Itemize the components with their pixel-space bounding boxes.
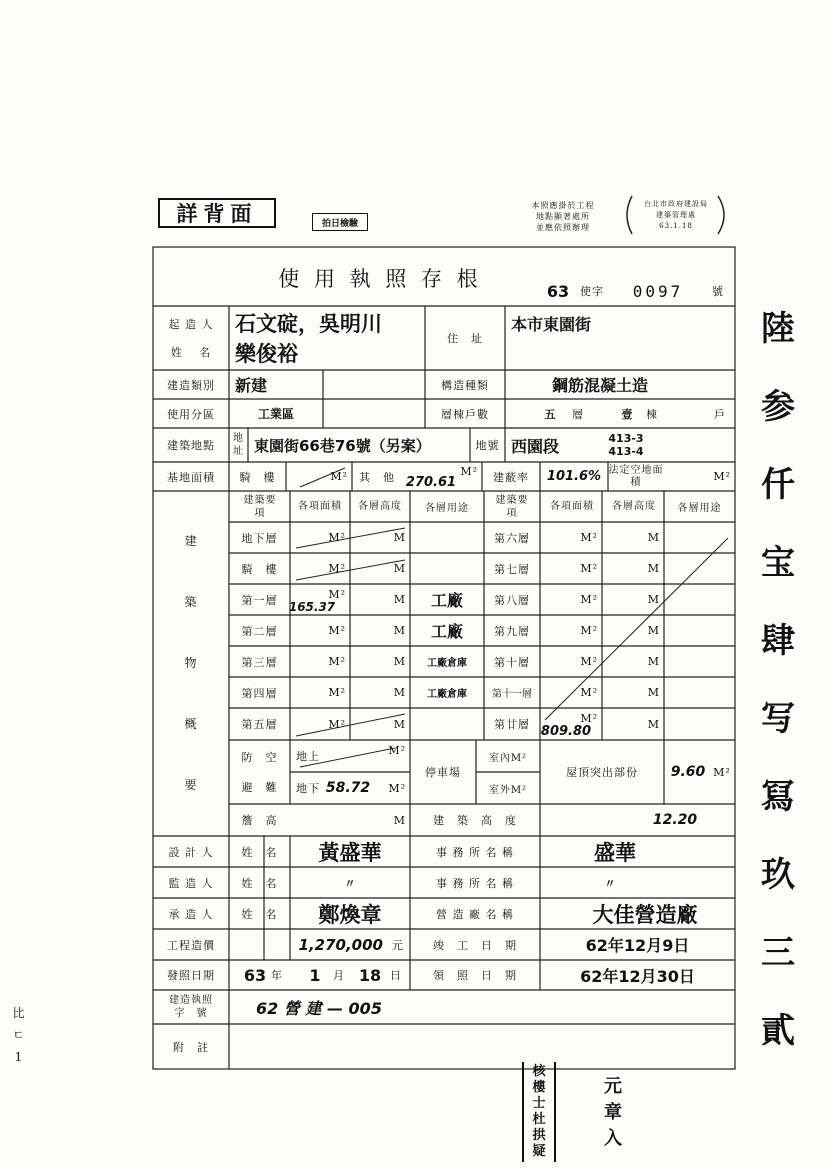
edge-char: 写 [761,699,795,739]
structure-value: 鋼筋混凝土造 [551,376,648,395]
floor-area-unit: M² [580,686,598,699]
shelter-above-unit: M² [388,743,406,757]
supervisor-label: 監 造 人 [168,876,214,890]
shelter-below-value: 58.72 [325,780,371,796]
floor-height-unit: M [393,624,406,637]
applicant-names-2: 樂俊裕 [235,342,298,366]
remarks-label: 附 註 [173,1040,209,1054]
floor-area-unit: M² [328,587,346,601]
margin-char: 1 [14,1050,24,1064]
floor-name: 第五層 [241,718,278,731]
applicant-names: 石文碇，吳明川 [235,312,382,336]
cost-unit: 元 [392,938,404,952]
floor-area-unit: M² [580,562,598,575]
roof-value: 9.60 [670,764,706,780]
seal-side-char: 入 [604,1128,622,1149]
floor-area-unit: M² [580,593,598,606]
issue-year: 63 [243,965,267,985]
floor-height-unit: M [393,655,406,668]
lot-numbers [596,430,656,460]
contractor-firm: 大佳營造廠 [592,902,698,927]
applicant-address: 本市東園街 [511,314,592,334]
roof-unit: M² [713,765,731,779]
lot-number: 413-3 [608,432,644,445]
shelter-label-bottom: 避 難 [241,781,278,794]
seal-char: 樓 [532,1080,546,1095]
edge-char: 玖 [761,855,795,895]
building-type-value: 新建 [235,376,268,395]
notice-line: 本照應掛於工程 [531,200,595,210]
floor-height-unit: M [647,562,660,575]
seal-char: 疑 [532,1144,546,1159]
buildings-unit: 棟 [646,407,658,421]
col-header: 各層用途 [677,503,722,514]
floor-name: 第六層 [494,531,530,545]
floor-height-unit: M [647,624,660,637]
shelter-below-label: 地下 [296,782,320,795]
issue-month: 1 [309,965,321,985]
address-label: 住 址 [447,332,483,345]
floor-area-unit: M² [580,624,598,637]
right-edge-text [748,290,808,1070]
floor-name: 第一層 [241,593,278,607]
notice-line: 地點顯著處所 [536,211,590,221]
build-permit-label-bottom: 字 號 [174,1008,208,1019]
address-sublabel-bottom: 址 [233,446,244,457]
building-height-label: 建 築 高 度 [433,814,517,827]
edge-char: 陸 [761,309,795,349]
col-header: 建築要項 [495,494,529,519]
issue-day-unit: 日 [390,969,402,982]
seal-char: 士 [532,1096,546,1111]
legal-open-space-unit: M² [713,470,731,483]
floor-area-unit: M² [580,711,598,725]
official-seal [634,194,718,236]
units-unit: 戶 [714,407,726,421]
floors-unit: 層 [572,407,584,421]
margin-char: ㄷ [12,1028,26,1042]
designer-label: 設 計 人 [168,845,214,859]
floor-height-unit: M [647,655,660,668]
floor-area-unit: M² [580,531,598,544]
floor-use: 工廠倉庫 [427,658,467,669]
floor-height-unit: M [647,717,660,731]
building-type-label: 建造類別 [167,378,215,392]
overview-label-char: 概 [184,717,198,731]
overview-section-label [153,491,229,836]
col-header: 建築要項 [243,494,277,519]
seal-line: 台北市政府建設局 [644,199,708,208]
legal-open-space-label: 法定空地面積 [608,464,664,488]
floor-name: 第九層 [494,624,530,638]
floor-name: 第二層 [241,624,278,638]
floor-use: 工廠 [430,622,463,641]
overview-label-char: 建 [184,534,198,548]
floor-area-unit: M² [328,531,346,544]
building-height-value: 12.20 [652,812,698,828]
floor-height-unit: M [393,562,406,575]
permit-number: 0097 [632,281,684,301]
designer-name-label: 姓 名 [241,845,278,859]
build-permit-number: 62 營 建 — 005 [256,998,382,1018]
edge-char: 肆 [761,621,795,661]
arcade-unit: M² [330,470,348,483]
floor-height-unit: M [393,686,406,699]
parking-indoor: 室內M² [488,752,528,764]
col-header: 各層高度 [612,501,656,512]
seal-char: 杜 [532,1112,546,1127]
cost-label: 工程造價 [167,938,215,952]
lot-section: 西園段 [511,436,560,456]
seal-char: 拱 [532,1128,546,1143]
floor-use: 工廠倉庫 [427,689,467,700]
floor-name: 第三層 [241,655,278,669]
supervisor-name-label: 姓 名 [241,876,278,890]
edge-char: 貳 [761,1011,795,1051]
contractor-name-label: 姓 名 [241,907,278,921]
seal-line: 63.1.18 [659,221,693,230]
shelter-label-top: 防 空 [241,751,278,764]
lot-label: 地號 [475,439,500,452]
page-title: 使 用 執 照 存 根 [278,267,482,291]
coverage-value: 101.6% [546,469,602,484]
parking-outdoor: 室外M² [488,784,528,796]
floor-name: 第十一層 [492,689,532,700]
buildings-value: 壹 [621,407,633,421]
floor-name: 地下層 [241,531,278,545]
build-permit-label-top: 建造執照 [169,995,213,1006]
coverage-label: 建蔽率 [493,470,529,484]
col-header: 各項面積 [298,501,342,512]
edge-char: 参 [761,387,795,427]
contractor-name: 鄭煥章 [318,902,382,927]
build-permit-label [153,990,229,1024]
floors-value: 五 [544,407,556,421]
form-label-stamp: 詳背面 [158,198,276,228]
floor-height-unit: M [393,593,406,606]
eaves-label: 簷 高 [241,814,278,827]
lot-number: 413-4 [608,445,644,458]
floor-height-unit: M [393,717,406,731]
applicant-name-label: 姓 名 [170,346,212,359]
overview-label-char: 築 [184,595,198,609]
permit-prefix: 使字 [580,285,604,298]
notice-text [500,194,626,238]
approval-seal-text [524,1062,554,1162]
notice-line: 並應依照辦理 [536,222,590,232]
permit-year: 63 [546,281,570,301]
floor-name: 第八層 [494,593,530,607]
seal-side-text [598,1068,628,1158]
col-header: 各層用途 [425,503,469,514]
designer-office: 盛華 [594,840,636,865]
floor-name: 第四層 [241,686,278,700]
contractor-label: 承 造 人 [168,907,214,921]
site-area-label: 基地面積 [167,470,215,484]
floor-name: 第十層 [494,655,530,669]
address-sublabel [229,430,248,460]
floor-area-unit: M² [328,655,346,668]
issue-month-unit: 月 [333,969,345,982]
shelter-above-label: 地上 [296,750,320,763]
other-value: 270.61 [405,475,457,490]
seal-char: 核 [532,1064,546,1079]
small-inspection-stamp: 拍日檢驗 [312,213,368,231]
completion-date: 62年12月9日 [585,936,690,955]
location-address: 東園街66巷76號（另案） [254,436,431,455]
floor-area-unit: M² [328,624,346,637]
floor-area: 165.37 [288,600,336,614]
contractor-firm-label: 營 造 廠 名 稱 [436,907,514,921]
floor-use: 工廠 [430,591,463,610]
floor-area-unit: M² [328,686,346,699]
other-unit: M² [460,464,478,478]
edge-char: 冩 [761,777,795,817]
floor-area: 809.80 [540,723,592,739]
designer-office-label: 事 務 所 名 稱 [436,845,514,859]
arcade-label: 騎 樓 [239,470,276,484]
floor-name: 騎 樓 [241,562,278,576]
supervisor-office-label: 事 務 所 名 稱 [436,876,514,890]
designer-name: 黃盛華 [318,840,382,865]
seal-line: 建築管理處 [656,210,696,219]
parking-label: 停車場 [425,766,461,779]
floor-name: 第七層 [494,562,530,576]
supervisor-name: 〃 [344,876,356,890]
permit-suffix: 號 [712,285,724,298]
floor-height-unit: M [647,593,660,606]
col-header: 各項面積 [550,501,594,512]
overview-label-char: 要 [184,778,198,792]
floor-name: 第廿層 [494,718,530,731]
floor-area-unit: M² [580,655,598,668]
use-zone-value: 工業區 [257,407,294,421]
col-header: 各層高度 [358,501,402,512]
left-margin-text [4,1000,34,1070]
issue-day: 18 [358,965,382,985]
eaves-unit: M [393,813,406,827]
floors-label: 層棟戶數 [441,407,489,421]
cost-value: 1,270,000 [298,935,383,954]
margin-char: 比 [12,1006,26,1020]
issue-year-unit: 年 [271,969,283,982]
supervisor-office: 〃 [604,876,616,890]
floor-area-unit: M² [328,717,346,731]
seal-side-char: 元 [604,1076,622,1097]
issue-date-label: 發照日期 [167,969,215,982]
approval-seal [522,1062,556,1162]
roof-label: 屋頂突出部份 [566,766,638,779]
address-sublabel-top: 地 [233,433,244,444]
edge-char: 宝 [761,543,795,583]
structure-label: 構造種類 [441,378,489,392]
applicant-label: 起 造 人 [168,318,214,331]
edge-char: 三 [761,933,795,973]
location-label: 建築地點 [167,439,215,452]
overview-label-char: 物 [184,656,198,670]
shelter-below-unit: M² [388,781,406,795]
other-label: 其 他 [359,470,395,484]
receipt-label: 領 照 日 期 [433,969,517,982]
edge-char: 仟 [761,465,795,505]
floor-height-unit: M [647,531,660,544]
receipt-date: 62年12月30日 [580,966,695,986]
floor-height-unit: M [393,531,406,544]
floor-height-unit: M [647,686,660,699]
floor-area-unit: M² [328,562,346,575]
completion-label: 竣 工 日 期 [433,938,517,952]
seal-side-char: 章 [604,1102,622,1123]
use-zone-label: 使用分區 [167,407,215,421]
